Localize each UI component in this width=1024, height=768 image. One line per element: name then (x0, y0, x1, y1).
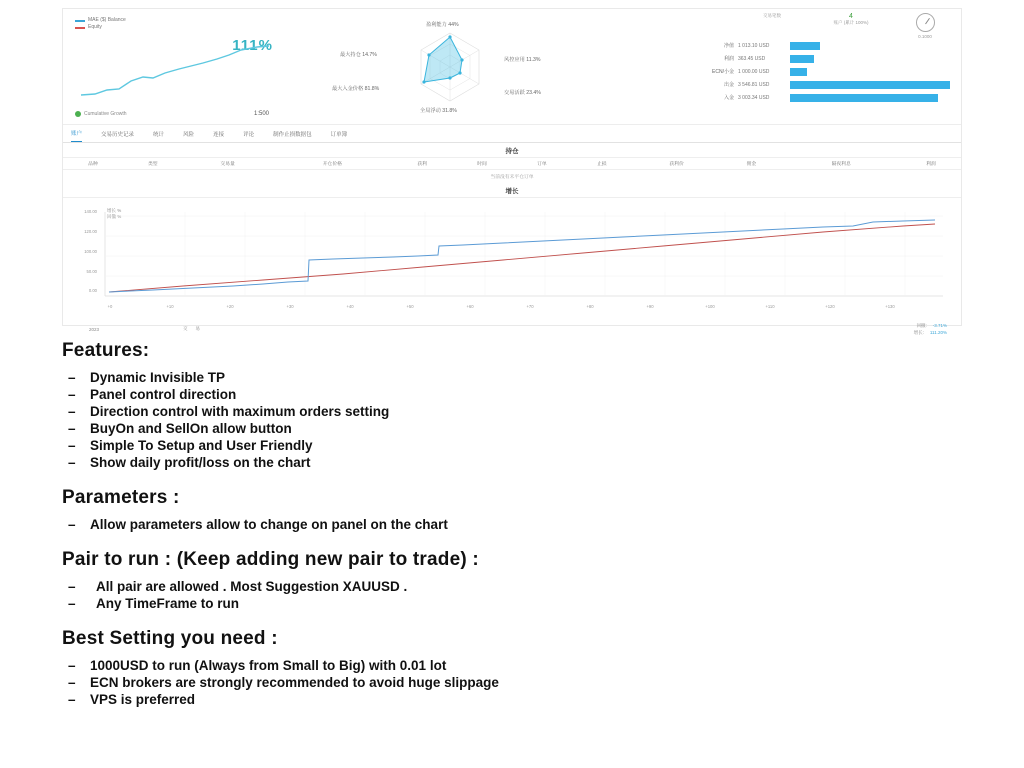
positions-table (63, 157, 961, 183)
positions-col-8: 获利价 (632, 158, 722, 170)
growth-date-year: 2023 (89, 327, 100, 332)
funds-row-value-1: 363.45 USD (738, 55, 766, 62)
funds-header-col2-value: 4 (849, 13, 853, 20)
growth-xtick-2: +20 (226, 304, 234, 309)
equity-legend-item-0: MAE ($) Balance (88, 17, 126, 23)
positions-col-0: 品种 (63, 158, 123, 170)
funds-row-label-3: 出金 (723, 82, 734, 88)
radar-label-5: 全局浮动 31.8% (420, 108, 457, 114)
growth-xtick-13: +130 (885, 304, 895, 309)
funds-row (708, 39, 958, 52)
parameters-list (62, 516, 962, 533)
equity-leverage: 1:500 (253, 111, 269, 117)
growth-summary-value-1: 111.20% (929, 330, 947, 335)
list-item: – VPS is preferred (68, 691, 962, 708)
radar-label-3: 最大入金价格 81.8% (332, 86, 380, 92)
funds-row-label-1: 利润 (723, 56, 734, 62)
list-item: – Direction control with maximum orders setting (68, 403, 962, 420)
funds-row (708, 91, 958, 104)
growth-axis-caption: 交易 (183, 326, 208, 331)
funds-header (708, 13, 958, 39)
positions-title: 持仓 (505, 148, 519, 155)
tab-comments[interactable]: 评论 (243, 131, 255, 138)
heading-parameters: Parameters : (62, 487, 180, 508)
positions-col-10: 隔夜利息 (781, 158, 901, 170)
positions-col-9: 佣金 (721, 158, 781, 170)
equity-sparkline (69, 33, 279, 105)
account-tabs[interactable] (63, 125, 961, 143)
account-funds-widget (708, 13, 958, 121)
risk-gauge-icon (916, 13, 935, 32)
features-list (62, 369, 962, 471)
funds-row-label-4: 入金 (723, 95, 734, 101)
list-item: – Any TimeFrame to run (68, 595, 962, 612)
tab-order-book[interactable]: 订单簿 (330, 131, 348, 138)
positions-col-1: 类型 (123, 158, 183, 170)
list-item: – Show daily profit/loss on the chart (68, 454, 962, 471)
broker-statistics-screenshot (62, 8, 962, 335)
positions-col-2: 交易量 (183, 158, 273, 170)
funds-row-label-0: 净值 (723, 43, 734, 49)
funds-row-value-2: 1 000.00 USD (738, 68, 770, 75)
funds-row-value-3: 3 546.81 USD (738, 81, 770, 88)
equity-legend (75, 17, 195, 31)
pair-to-run-list (62, 578, 962, 612)
legend-swatch-equity (75, 27, 85, 29)
growth-ytick-4: 0.00 (88, 288, 97, 293)
growth-xtick-8: +80 (586, 304, 594, 309)
list-item: – BuyOn and SellOn allow button (68, 420, 962, 437)
growth-legend-item-0: 增长 % (107, 208, 122, 213)
tab-risk[interactable]: 风险 (183, 131, 195, 138)
tab-connection[interactable]: 连接 (213, 131, 225, 138)
heading-features: Features: (62, 340, 150, 361)
equity-percent: 111% (232, 37, 273, 54)
growth-xtick-4: +40 (346, 304, 354, 309)
equity-growth-widget (69, 15, 279, 119)
heading-best-setting: Best Setting you need : (62, 628, 278, 649)
list-item: – 1000USD to run (Always from Small to Big) with 0.01 lot (68, 657, 962, 674)
growth-xtick-9: +90 (646, 304, 654, 309)
list-item: – ECN brokers are strongly recommended to avoid huge slippage (68, 674, 962, 691)
funds-header-col1: 交易笔数 (763, 13, 781, 18)
tab-trade-history[interactable]: 交易历史记录 (101, 131, 135, 138)
funds-row-bar-1 (790, 55, 958, 63)
growth-summary-value-0: -3.71% (932, 323, 947, 328)
growth-ytick-0: 140.00 (84, 209, 97, 214)
growth-xtick-12: +120 (825, 304, 835, 309)
radar-label-0: 盈利能力 44% (426, 22, 459, 28)
radar-label-2: 风控应用 11.3% (504, 57, 541, 63)
funds-row (708, 52, 958, 65)
product-description (62, 340, 962, 712)
widgets-row (63, 9, 961, 125)
growth-xtick-7: +70 (526, 304, 534, 309)
positions-col-6: 订单 (512, 158, 572, 170)
list-item: – Simple To Setup and User Friendly (68, 437, 962, 454)
growth-ytick-3: 50.00 (86, 269, 97, 274)
growth-summary (914, 322, 947, 336)
growth-ytick-2: 100.00 (84, 249, 97, 254)
radar-label-1: 最大持仓 14.7% (340, 52, 377, 58)
funds-header-col3-value: 0.1000 (918, 34, 932, 39)
funds-row-label-2: ECN/小金 (712, 69, 734, 75)
growth-chart (63, 197, 961, 338)
legend-swatch-balance (75, 20, 85, 22)
growth-summary-label-1: 增长: (913, 330, 924, 335)
radar-chart-widget (318, 11, 583, 123)
tab-statistics[interactable]: 统计 (153, 131, 165, 138)
radar-label-4: 交易活跃 23.4% (504, 90, 541, 96)
list-item: – Dynamic Invisible TP (68, 369, 962, 386)
equity-footer-label: Cumulative Growth (84, 111, 127, 117)
funds-row-bar-2 (790, 68, 958, 76)
growth-legend-item-1: 回撤 % (107, 214, 122, 219)
tab-account[interactable]: 账户 (71, 126, 82, 142)
positions-col-7: 止损 (572, 158, 632, 170)
growth-xtick-11: +110 (765, 304, 775, 309)
growth-xtick-5: +50 (406, 304, 414, 309)
status-dot-icon (75, 111, 81, 117)
best-setting-list (62, 657, 962, 708)
funds-row-value-4: 3 003.34 USD (738, 94, 770, 101)
table-row (63, 170, 961, 184)
growth-xtick-3: +30 (286, 304, 294, 309)
funds-row-value-0: 1 013.10 USD (738, 42, 770, 49)
equity-legend-item-1: Equity (88, 24, 102, 30)
list-item: – All pair are allowed . Most Suggestion XAUUSD . (68, 578, 962, 595)
growth-chart-svg (63, 202, 961, 302)
positions-col-4: 获利 (392, 158, 452, 170)
list-item: – Panel control direction (68, 386, 962, 403)
funds-row-bar-3 (790, 81, 958, 89)
growth-ytick-1: 120.00 (84, 229, 97, 234)
growth-title: 增长 (505, 188, 519, 195)
growth-xtick-10: +100 (705, 304, 715, 309)
funds-row (708, 65, 958, 78)
funds-row (708, 78, 958, 91)
funds-row-bar-0 (790, 42, 958, 50)
list-item: – Allow parameters allow to change on panel on the chart (68, 516, 962, 533)
positions-col-3: 开仓价格 (273, 158, 393, 170)
growth-xtick-1: +10 (166, 304, 174, 309)
positions-header-row (63, 158, 961, 170)
equity-footer (75, 111, 127, 117)
positions-col-11: 利润 (901, 158, 961, 170)
funds-row-bar-4 (790, 94, 958, 102)
funds-header-col2-sub: 账户 (累计 100%) (833, 20, 869, 25)
growth-xtick-0: +0 (107, 304, 113, 309)
positions-empty-message: 当前没有未平仓订单 (490, 175, 534, 180)
positions-col-5: 时间 (452, 158, 512, 170)
growth-xtick-6: +60 (466, 304, 474, 309)
tab-stoploss-package[interactable]: 制作止损数据包 (273, 131, 312, 138)
growth-summary-label-0: 回撤: (916, 323, 927, 328)
heading-pair-to-run: Pair to run : (Keep adding new pair to trade) : (62, 549, 479, 570)
